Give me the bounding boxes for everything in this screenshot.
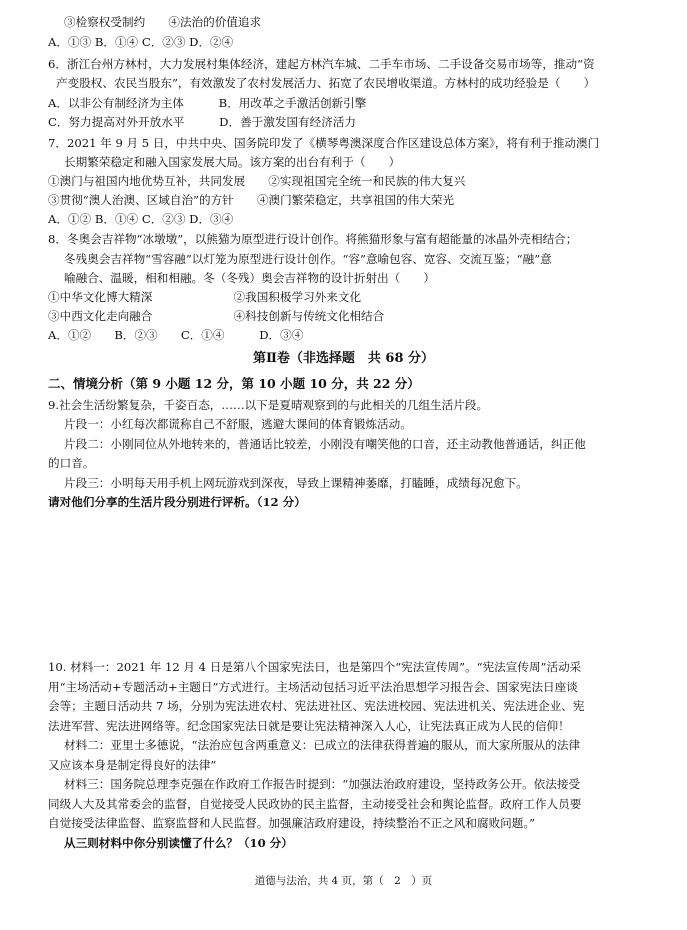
- q9-fragment-2-cont: 的口音。: [48, 456, 95, 470]
- q10-material-1-line4: 法进军营、宪法进网络等。纪念国家宪法日就是要让宪法精神深入人心，让宪法真正成为人民的信仰！: [48, 719, 570, 733]
- q7-stem-line1: 7．2021 年 9 月 5 日，中共中央、国务院印发了《横琴粤澳深度合作区建设总体方案》，将有利于推动澳门: [48, 136, 600, 150]
- q8-options-34: ③中西文化走向融合 ④科技创新与传统文化相结合: [48, 309, 385, 323]
- q8-stem-line1: 8．冬奥会吉祥物“冰墩墩”，以熊猫为原型进行设计创作。将熊猫形象与富有超能量的冰晶外壳相结合；: [48, 232, 578, 246]
- q5-answers: A．①③ B．①④ C．②③ D．②④: [48, 35, 234, 49]
- q9-question: 请对他们分享的生活片段分别进行评析。（12 分）: [48, 495, 306, 509]
- q9-answer-space[interactable]: [48, 512, 648, 652]
- part-2-title: 二、情境分析（第 9 小题 12 分，第 10 小题 10 分，共 22 分）: [48, 376, 420, 391]
- q7-answers: A．①② B．①④ C．②③ D．③④: [48, 212, 234, 226]
- q9-fragment-2: 片段二：小刚同位从外地转来的，普通话比较差，小刚没有嘲笑他的口音，还主动教他普通话，纠正他: [64, 437, 586, 451]
- q10-material-2-line1: 材料二：亚里士多德说，“法治应包含两重意义：已成立的法律获得普遍的服从，而大家所服从的法律: [64, 738, 581, 752]
- q6-options-cd: C．努力提高对外开放水平 D．善于激发国有经济活力: [48, 115, 357, 129]
- q10-material-3-line3: 自觉接受法律监督、监察监督和人民监督。加强廉洁政府建设，持续整治不正之风和腐败问题。”: [48, 816, 536, 830]
- q10-material-2-line2: 又应该本身是制定得良好的法律”: [48, 758, 217, 772]
- q7-options-34: ③贯彻“澳人治澳、区域自治”的方针 ④澳门繁荣稳定，共享祖国的伟大荣光: [48, 193, 455, 207]
- page-footer: 道德与法治，共 4 页，第（ 2 ）页: [254, 875, 433, 887]
- q9-stem: 9.社会生活纷繁复杂，千姿百态，……以下是夏晴观察到的与此相关的几组生活片段。: [48, 398, 489, 412]
- q7-stem-line2: 长期繁荣稳定和融入国家发展大局。该方案的出台有利于（ ）: [64, 155, 401, 169]
- section-2-title: 第Ⅱ卷（非选择题 共 68 分）: [252, 351, 435, 366]
- q10-material-1-line3: 会等；主题日活动共 7 场，分别为宪法进农村、宪法进社区、宪法进校园、宪法进机关、宪法进企业、宪: [48, 699, 585, 713]
- q6-options-ab: A．以非公有制经济为主体 B．用改革之手激活创新引擎: [48, 96, 367, 110]
- q7-options-12: ①澳门与祖国内地优势互补，共同发展 ②实现祖国完全统一和民族的伟大复兴: [48, 174, 466, 188]
- q8-stem-line2: 冬残奥会吉祥物“雪容融”以灯笼为原型进行设计创作。“容”意喻包容、宽容、交流互鉴；“融”意: [64, 252, 552, 266]
- q10-question: 从三则材料中你分别读懂了什么？（10 分）: [64, 836, 293, 850]
- q6-stem-line2: 产变股权、农民当股东”，有效激发了农村发展活力、拓宽了农民增收渠道。方林村的成功经验是（ ）: [56, 76, 596, 90]
- q8-stem-line3: 喻融合、温暖，相和相融。冬（冬残）奥会吉祥物的设计折射出（ ）: [64, 271, 436, 285]
- q10-material-1-line2: 用“主场活动+专题活动+主题日”方式进行。主场活动包括习近平法治思想学习报告会、国家宪法日座谈: [48, 680, 578, 694]
- q5-options-line: ③检察权受制约 ④法治的价值追求: [64, 15, 262, 29]
- q10-material-3-line2: 同级人大及其常委会的监督，自觉接受人民政协的民主监督，主动接受社会和舆论监督。政府工作人员要: [48, 797, 582, 811]
- q6-stem-line1: 6．浙江台州方林村，大力发展村集体经济，建起方林汽车城、二手车市场、二手设备交易市场等，推动“资: [48, 57, 595, 71]
- q9-fragment-3: 片段三：小明每天用手机上网玩游戏到深夜，导致上课精神萎靡，打瞌睡，成绩每况愈下。: [64, 476, 528, 490]
- q9-fragment-1: 片段一：小红每次都谎称自己不舒服，逃避大课间的体育锻炼活动。: [64, 417, 412, 431]
- q10-material-1-line1: 10. 材料一：2021 年 12 月 4 日是第八个国家宪法日，也是第四个“宪法宣传周”。“宪法宣传周”活动采: [48, 660, 582, 674]
- q8-options-12: ①中华文化博大精深 ②我国积极学习外来文化: [48, 290, 362, 304]
- q8-answers: A．①② B．②③ C．①④ D．③④: [48, 328, 304, 342]
- q10-material-3-line1: 材料三：国务院总理李克强在作政府工作报告时提到：“加强法治政府建设，坚持政务公开。依法接受: [64, 777, 581, 791]
